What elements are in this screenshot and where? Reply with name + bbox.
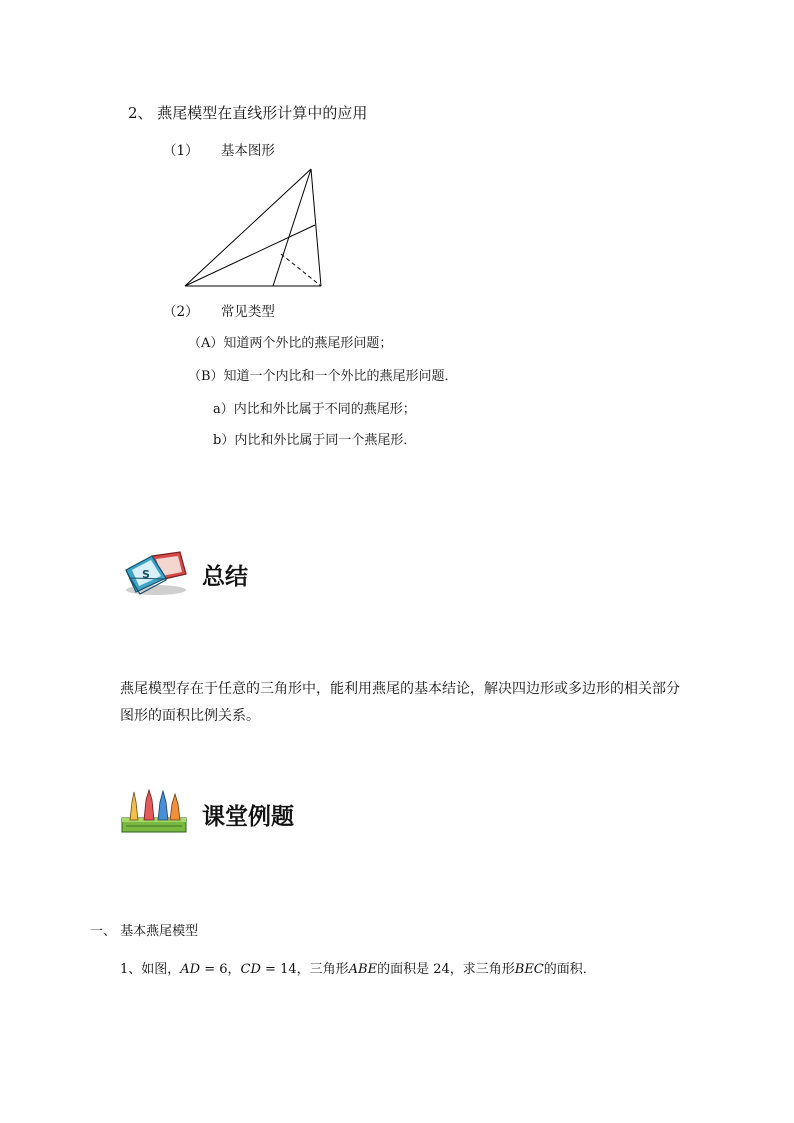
svg-text:S: S [142,568,150,581]
subsection-number: （1） [163,143,199,159]
subsection-title: 常见类型 [220,304,275,320]
book-icon [122,548,188,596]
part-heading: 一、 基本燕尾模型 [90,924,199,939]
list-item-b: （B）知道一个内比和一个外比的燕尾形问题． [188,369,458,384]
q1-mid2: 的面积是 24，求三角形 [377,962,515,977]
summary-title: 总结 [202,564,248,590]
summary-paragraph: 燕尾模型存在于任意的三角形中，能利用燕尾的基本结论，解决四边形或多边形的相关部分图形的面积比例关系。 [120,681,680,724]
subsection-2 [163,300,275,320]
swallowtail-figure [180,165,328,291]
q1-prefix: 1、如图， [120,962,181,977]
q1-end: 的面积． [543,962,596,977]
val-ad: = 6 [200,962,228,977]
sep: ， [227,962,241,977]
subsection-title: 基本图形 [220,143,275,159]
subsection-1 [163,139,275,159]
pencils-icon [120,786,188,836]
question-1 [120,958,596,977]
var-bec: BEC [514,962,544,977]
list-subitem-b: b）内比和外比属于同一个燕尾形． [213,433,417,448]
q1-mid: ，三角形 [296,962,349,977]
list-item-a: （A）知道两个外比的燕尾形问题； [188,336,393,351]
section-heading: 2、 燕尾模型在直线形计算中的应用 [128,104,368,122]
subsection-number: （2） [163,304,199,320]
cevian-from-left [185,225,315,286]
examples-title: 课堂例题 [202,804,294,830]
var-cd: CD [240,962,261,977]
list-subitem-a: a）内比和外比属于不同的燕尾形； [213,402,416,417]
triangle-side-right [311,169,321,286]
dashed-segment [281,254,321,286]
var-abe: ABE [348,962,378,977]
var-ad: AD [180,962,201,977]
val-cd: = 14 [260,962,297,977]
